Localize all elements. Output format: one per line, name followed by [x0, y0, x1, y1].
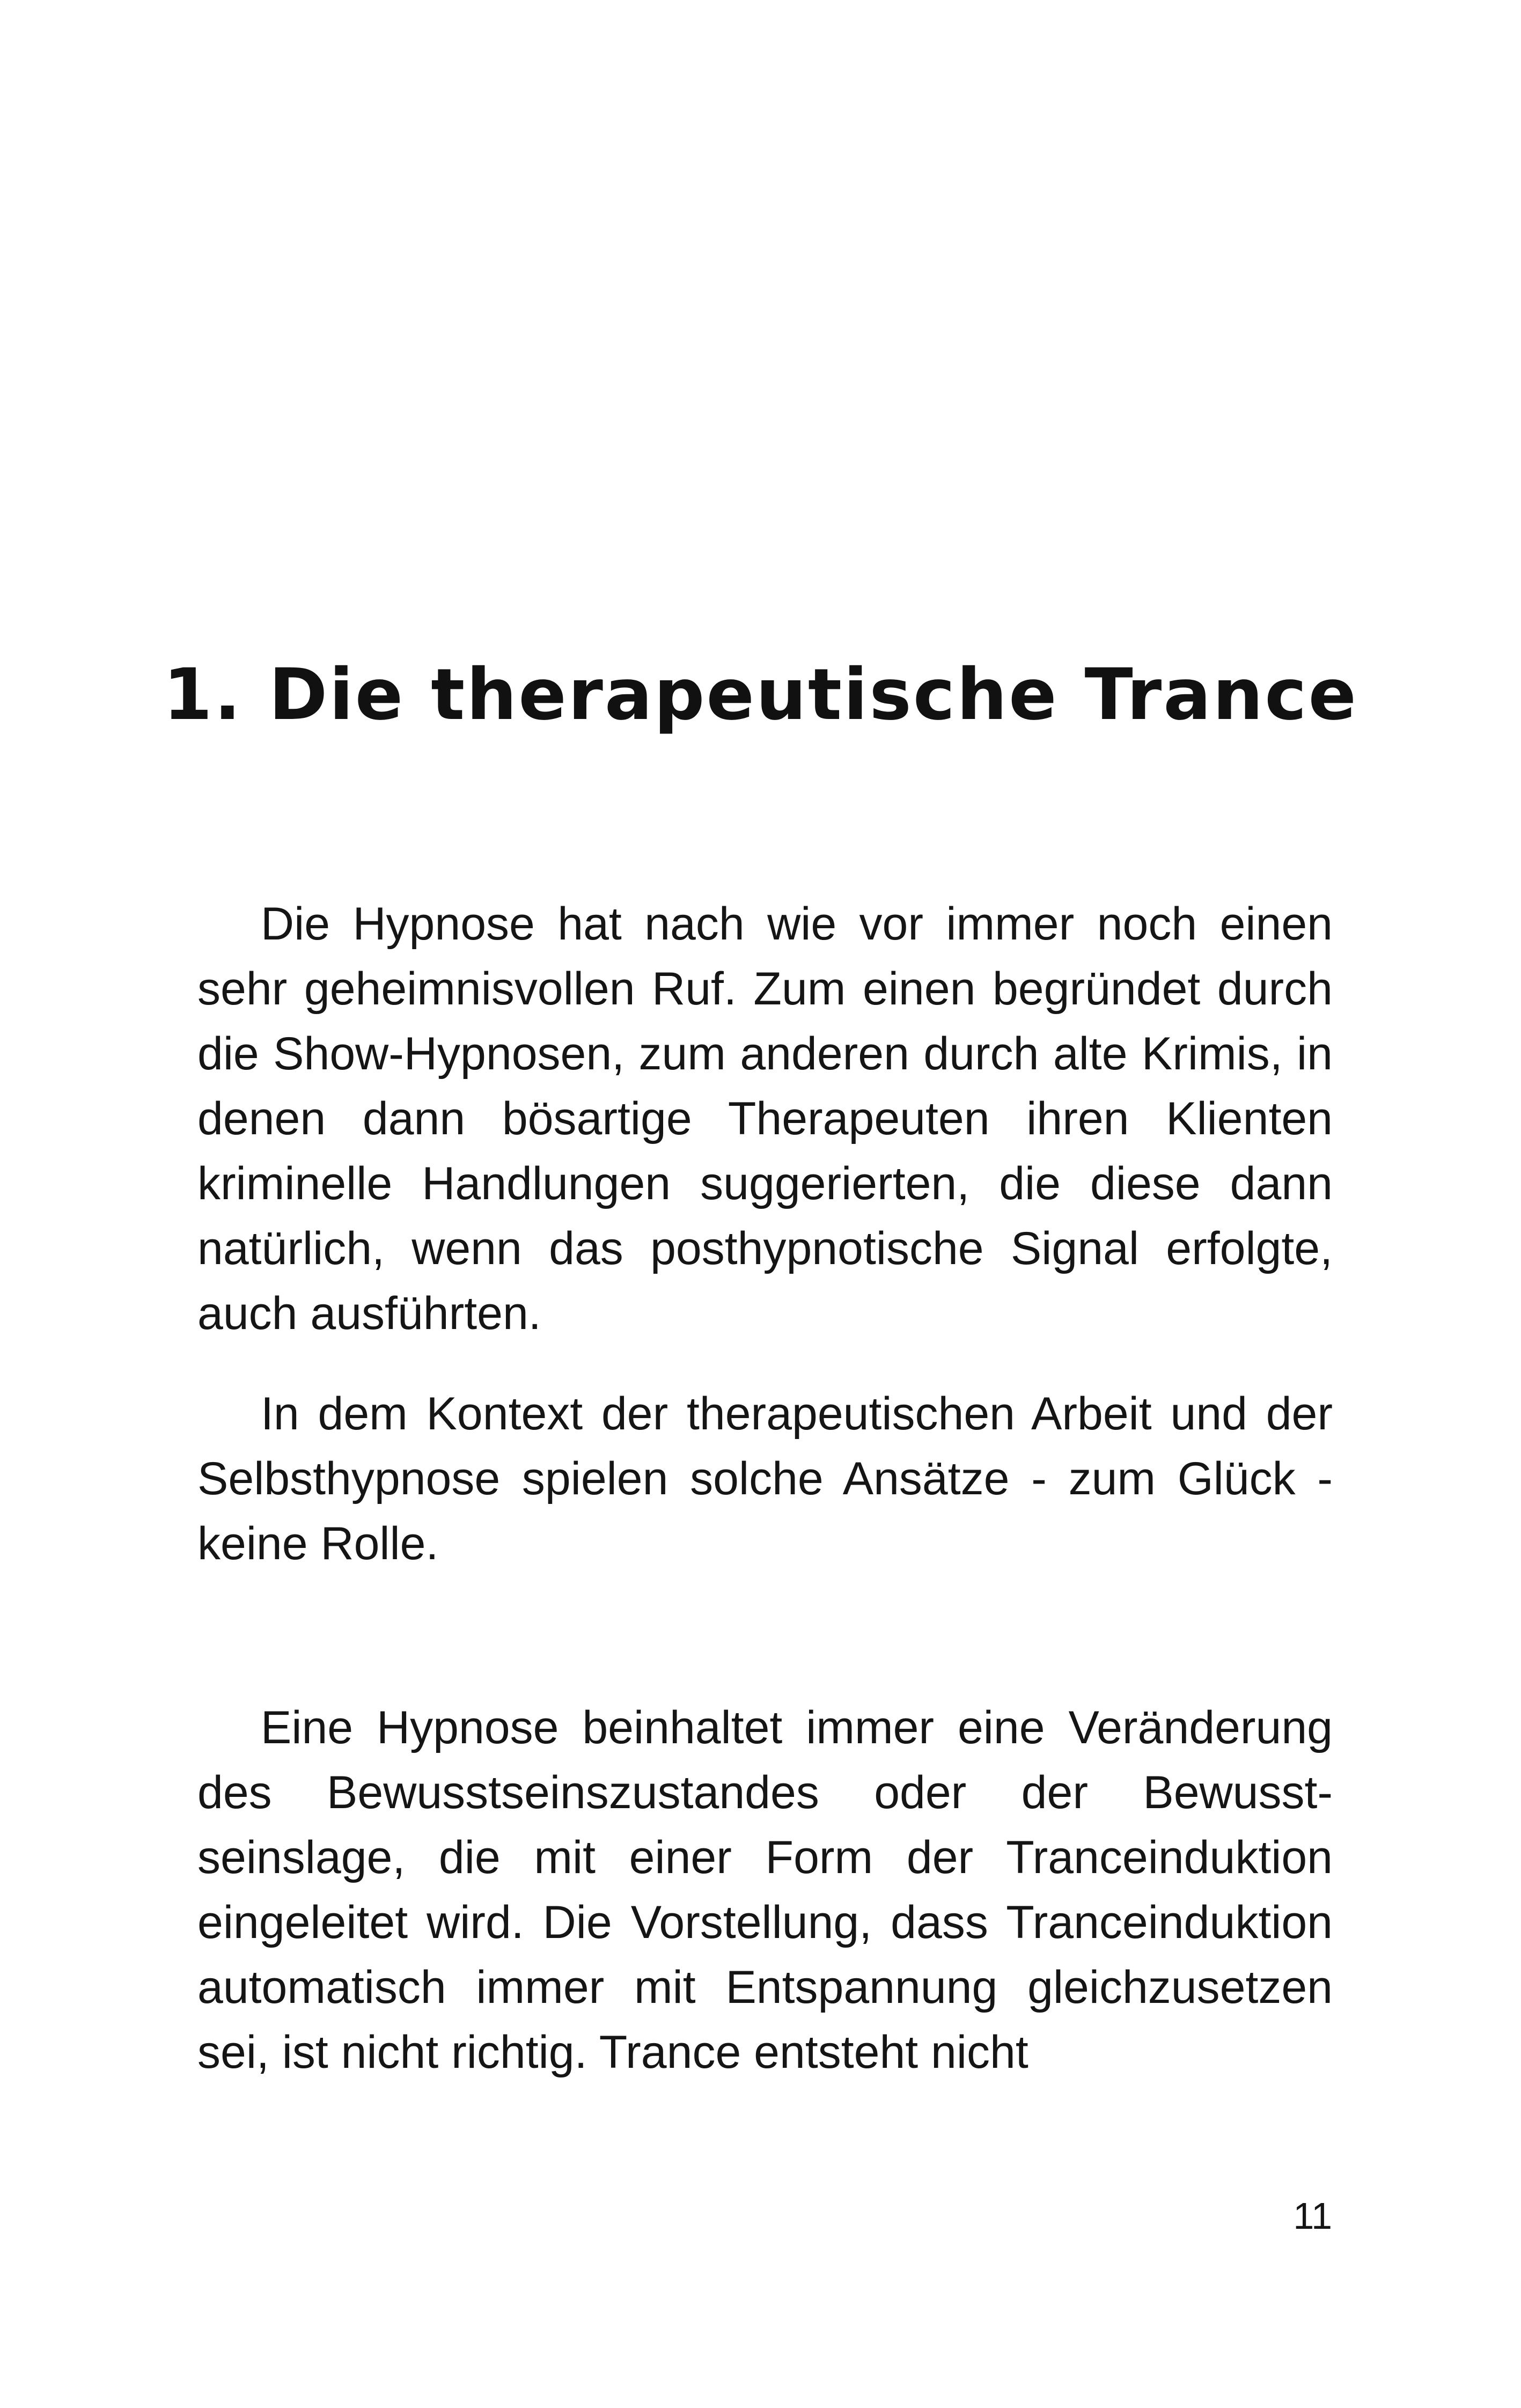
paragraph-block — [197, 1695, 1333, 2085]
chapter-title: 1. Die therapeutische Trance — [163, 654, 1358, 736]
paragraph-hypnose-ruf: Die Hypnose hat nach wie vor immer noch einen sehr geheimnisvollen Ruf. Zum einen begründet durch die Show-Hypnosen, zum anderen durch alte Krimis, in denen dann bösartige Therapeuten ihren Klienten kriminelle Handlungen suggerierten, die diese dann natürlich, wenn das posthypnotische Signal erfolgte, auch ausführten. — [197, 898, 1333, 1339]
paragraph-therapeutische-arbeit: In dem Kontext der therapeutischen Arbeit und der Selbsthypnose spielen solche Ansätze - zum Glück - keine Rolle. — [197, 1388, 1333, 1569]
paragraph-block — [197, 892, 1333, 1346]
paragraph-bewusstseinszustand: Eine Hypnose beinhaltet immer eine Veränderung des Bewusstseinszustandes oder der Bewusstseinslage, die mit einer Form der Tranceinduktion eingeleitet wird. Die Vorstellung, dass Tranceinduktion automatisch immer mit Entspannung gleichzusetzen sei, ist nicht richtig. Trance entsteht nicht — [197, 1702, 1333, 2078]
page-number: 11 — [1293, 2195, 1332, 2237]
paragraph-block — [197, 1382, 1333, 1576]
